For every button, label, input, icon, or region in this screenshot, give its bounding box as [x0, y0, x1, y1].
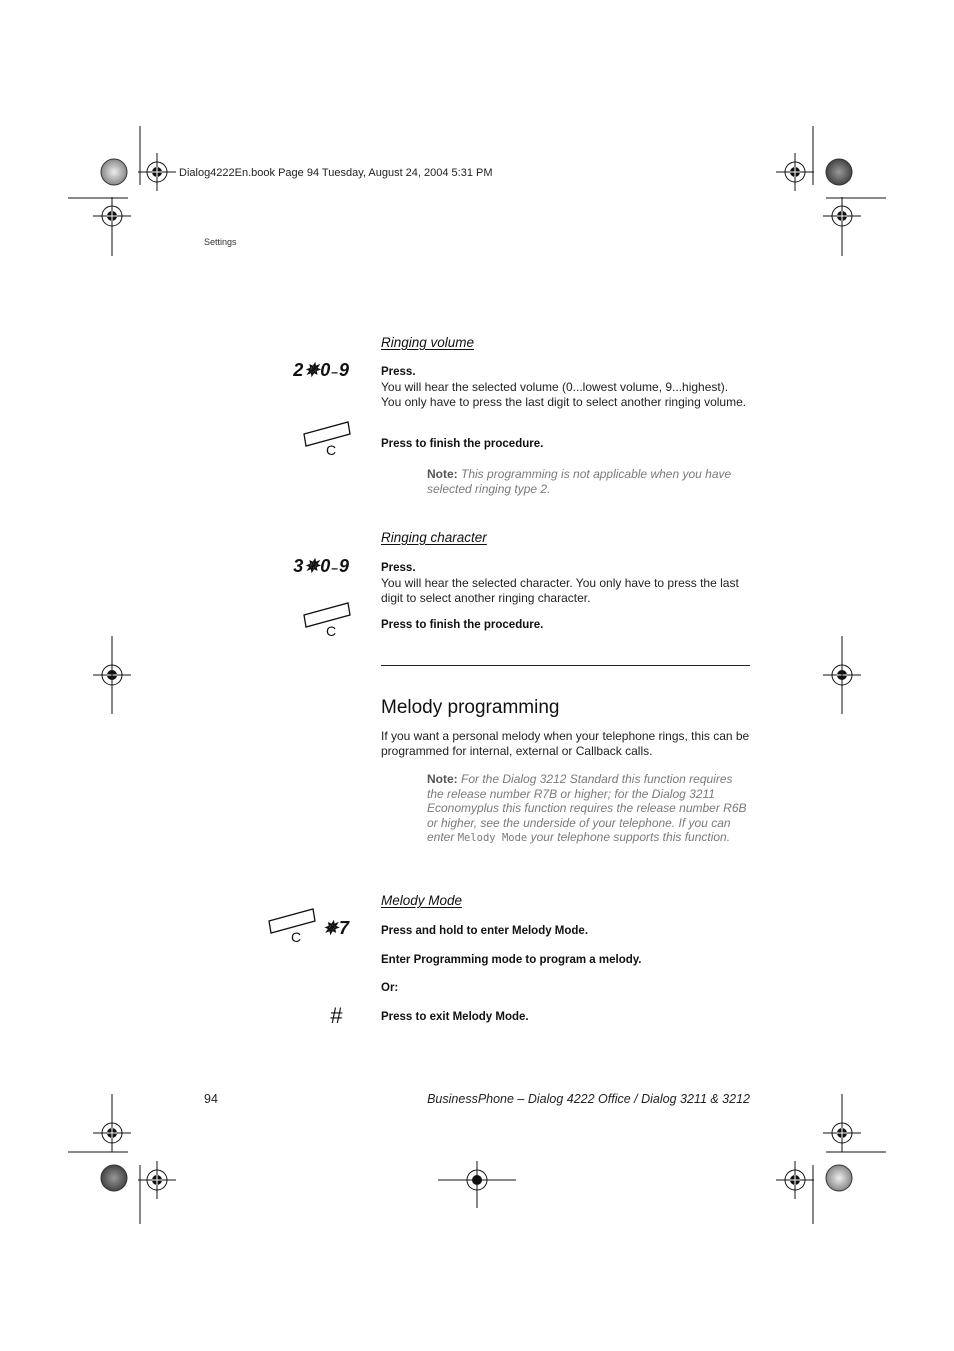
print-header: Dialog4222En.book Page 94 Tuesday, August 24, 2004 5:31 PM	[179, 167, 493, 179]
color-bar-icon	[101, 1165, 127, 1191]
hash-key-icon: #	[330, 1003, 343, 1028]
melody-or-label: Or:	[381, 982, 399, 994]
melody-mode-title: Melody Mode	[381, 893, 463, 908]
volume-press-label: Press.	[381, 366, 416, 378]
melody-enter-label: Enter Programming mode to program a melody.	[381, 954, 642, 966]
clear-key-icon: C	[302, 601, 354, 643]
volume-finish-label: Press to finish the procedure.	[381, 438, 544, 450]
ringing-character-title: Ringing character	[381, 530, 487, 545]
star-seven-keys: ✵7	[322, 918, 350, 938]
color-bar-icon	[101, 159, 127, 185]
running-head: Settings	[204, 237, 237, 247]
character-description: You will hear the selected character. You only have to press the last digit to select another ringing character.	[381, 576, 739, 605]
color-bar-icon	[826, 1165, 852, 1191]
melody-note: Note: For the Dialog 3212 Standard this function requires the release number R7B or higher; for the Dialog 3211 Economyplus this function requires the release number R6B or higher, see the underside of your telephone. If you can enter Melody Mode your telephone supports this function.	[427, 772, 747, 845]
melody-programming-title: Melody programming	[381, 697, 560, 718]
character-keys: 3✵0–9	[293, 556, 350, 576]
clear-key-icon: C	[267, 907, 319, 949]
color-bar-icon	[826, 159, 852, 185]
melody-hold-label: Press and hold to enter Melody Mode.	[381, 925, 589, 937]
volume-keys: 2✵0–9	[293, 360, 350, 380]
volume-note: Note: This programming is not applicable when you have selected ringing type 2.	[427, 467, 732, 496]
melody-intro: If you want a personal melody when your telephone rings, this can be programmed for internal, external or Callback calls.	[381, 729, 750, 758]
character-finish-label: Press to finish the procedure.	[381, 619, 544, 631]
character-press-label: Press.	[381, 562, 416, 574]
clear-key-icon: C	[302, 420, 354, 462]
ringing-volume-title: Ringing volume	[381, 335, 475, 350]
footer-title: BusinessPhone – Dialog 4222 Office / Dialog 3211 & 3212	[427, 1092, 750, 1106]
volume-description: You will hear the selected volume (0...lowest volume, 9...highest). You only have to press the last digit to select another ringing volume.	[381, 380, 747, 409]
section-divider	[381, 665, 750, 666]
page-number: 94	[204, 1092, 218, 1106]
melody-exit-label: Press to exit Melody Mode.	[381, 1011, 529, 1023]
